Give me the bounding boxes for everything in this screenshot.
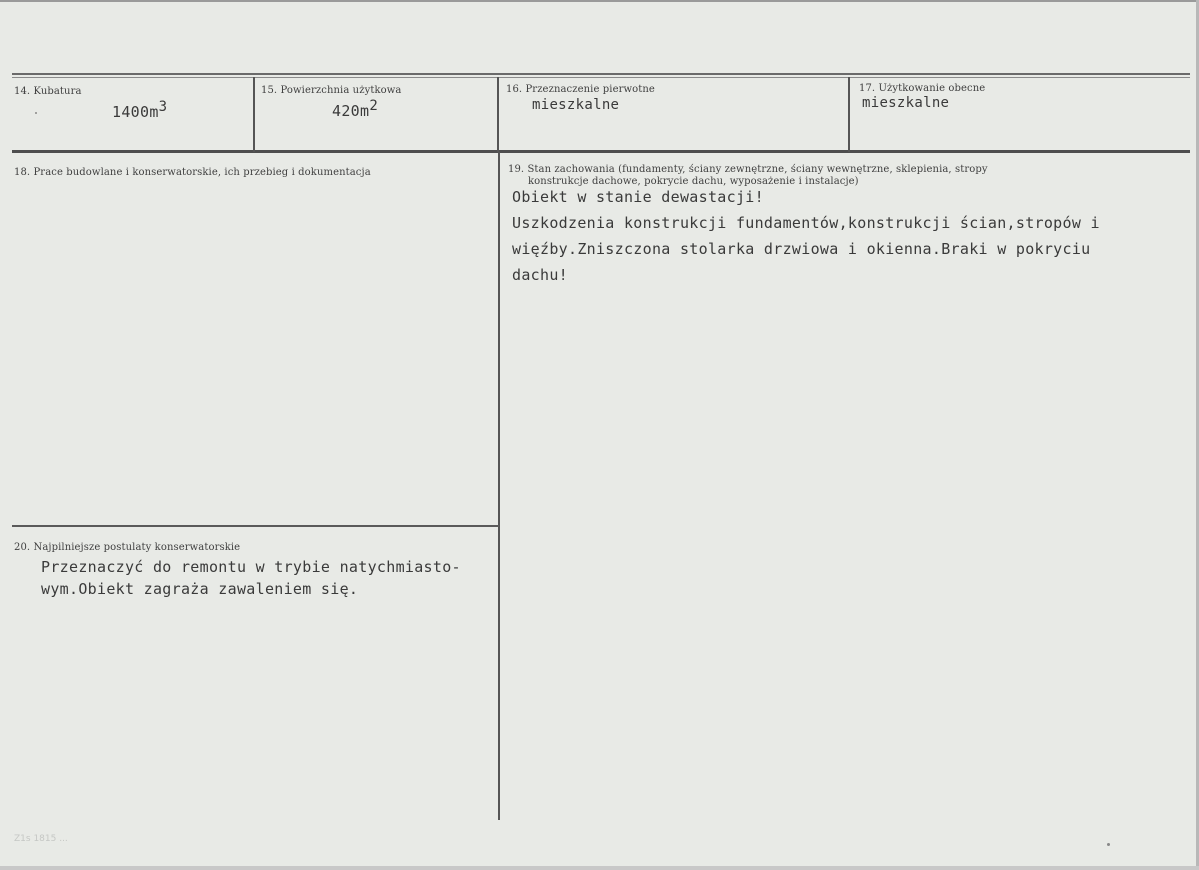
field19-line: Obiekt w stanie dewastacji! bbox=[512, 188, 764, 206]
field19-line: Uszkodzenia konstrukcji fundamentów,konstrukcji ścian,stropów i bbox=[512, 214, 1100, 232]
field16-label: 16. Przeznaczenie pierwotne bbox=[506, 84, 655, 95]
field20-line: Przeznaczyć do remontu w trybie natychmiasto- bbox=[41, 558, 461, 576]
field19-label-line1: 19. Stan zachowania (fundamenty, ściany zewnętrzne, ściany wewnętrzne, sklepienia, stropy bbox=[508, 164, 988, 175]
field14-label: 14. Kubatura bbox=[14, 86, 82, 97]
rule-top-2 bbox=[12, 77, 1190, 78]
field19-line: więźby.Zniszczona stolarka drzwiowa i okienna.Braki w pokryciu bbox=[512, 240, 1091, 258]
field20-line: wym.Obiekt zagraża zawaleniem się. bbox=[41, 580, 359, 598]
field16-value: mieszkalne bbox=[532, 97, 620, 113]
rule-field20 bbox=[12, 525, 499, 527]
field19-label-line2: konstrukcje dachowe, pokrycie dachu, wyposażenie i instalacje) bbox=[528, 176, 859, 187]
field14-value: $1400m^3$ bbox=[112, 99, 168, 121]
field17-label: 17. Użytkowanie obecne bbox=[859, 83, 986, 94]
speck bbox=[1107, 843, 1110, 846]
field19-line: dachu! bbox=[512, 266, 568, 284]
divider-16-17 bbox=[848, 77, 850, 152]
field20-label: 20. Najpilniejsze postulaty konserwatorskie bbox=[14, 542, 241, 553]
divider-14-15 bbox=[253, 77, 255, 152]
divider-main bbox=[498, 152, 500, 820]
card-edge-bottom bbox=[0, 866, 1199, 870]
speck bbox=[35, 112, 37, 114]
rule-top-1 bbox=[12, 73, 1190, 75]
field18-label: 18. Prace budowlane i konserwatorskie, ich przebieg i dokumentacja bbox=[14, 167, 371, 178]
field15-value: $420m^2$ bbox=[332, 98, 379, 120]
footer-faint-print: Z1s 1815 ... bbox=[14, 834, 68, 844]
field15-label: 15. Powierzchnia użytkowa bbox=[261, 85, 402, 96]
rule-row1 bbox=[12, 150, 1190, 153]
card-edge-top bbox=[0, 0, 1199, 2]
field17-value: mieszkalne bbox=[862, 95, 950, 111]
divider-15-16 bbox=[497, 77, 499, 152]
